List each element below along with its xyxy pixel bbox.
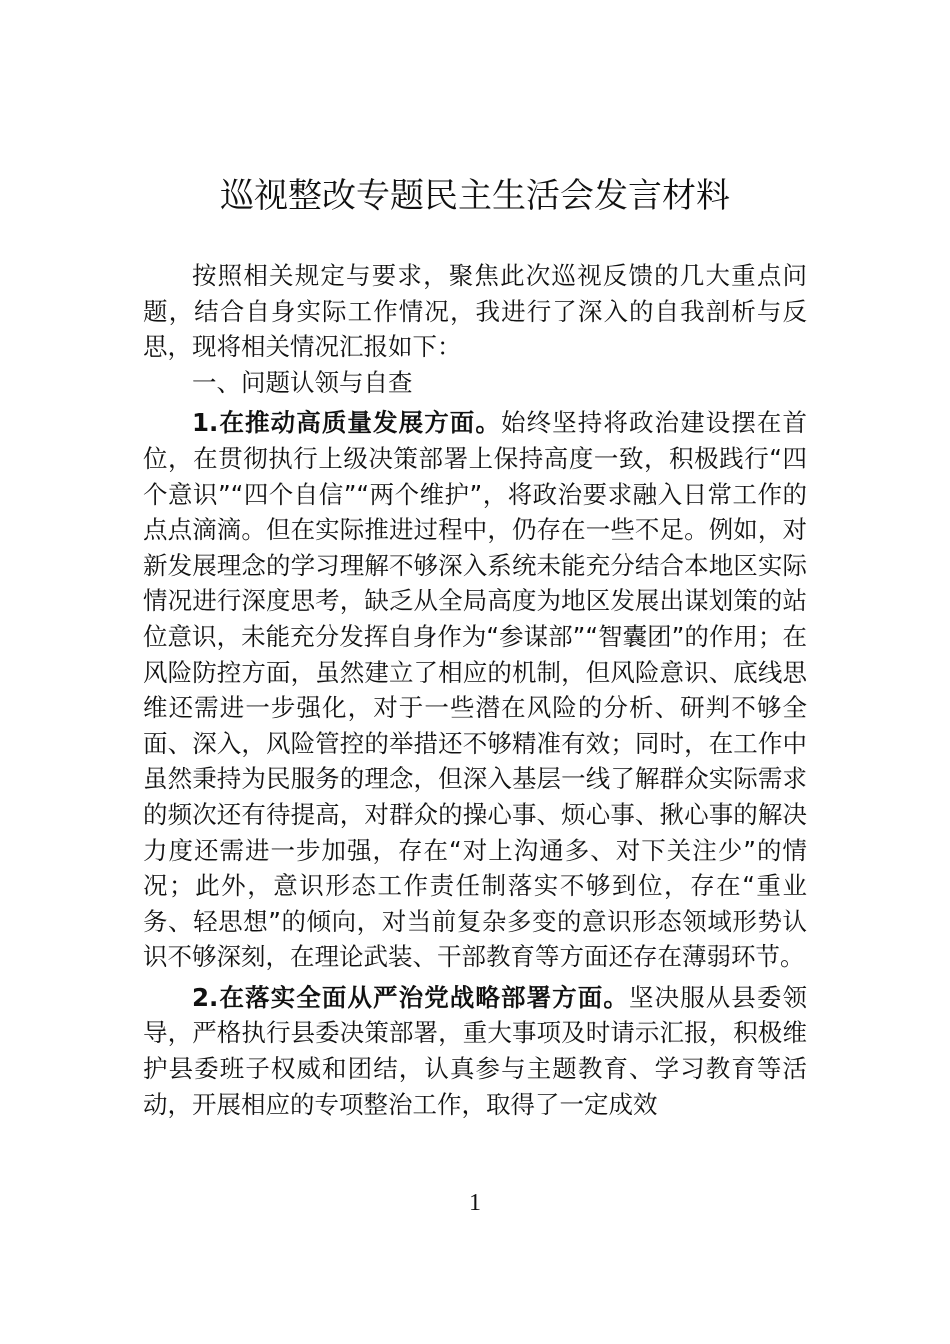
section-heading: 一、问题认领与自查: [192, 367, 413, 397]
issue-2-text: 坚决服从县委领导，严格执行县委决策部署，重大事项及时请示汇报，积极维护县委班子权威和团结，认真参与主题教育、学习教育等活动，开展相应的专项整治工作，取得了一定成效: [143, 982, 807, 1119]
issue-paragraph-1: [143, 405, 807, 975]
page-number: 1: [469, 1190, 481, 1216]
document-body: [143, 258, 807, 1122]
issue-1-lead: 1.在推动高质量发展方面。: [192, 408, 501, 438]
intro-paragraph: 按照相关规定与要求，聚焦此次巡视反馈的几大重点问题，结合自身实际工作情况，我进行了深入的自我剖析与反思，现将相关情况汇报如下：: [143, 261, 807, 362]
page-title: 巡视整改专题民主生活会发言材料: [220, 176, 730, 216]
issue-paragraph-2: [143, 980, 807, 1122]
issue-1-text: 始终坚持将政治建设摆在首位，在贯彻执行上级决策部署上保持高度一致，积极践行“四个意识”“四个自信”“两个维护”，将政治要求融入日常工作的点点滴滴。但在实际推进过程中，仍存在一些不足。例如，对新发展理念的学习理解不够深入系统未能充分结合本地区实际情况进行深度思考，缺乏从全局高度为地区发展出谋划策的站位意识，未能充分发挥自身作为“参谋部”“智囊团”的作用；在风险防控方面，虽然建立了相应的机制，但风险意识、底线思维还需进一步强化，对于一些潜在风险的分析、研判不够全面、深入，风险管控的举措还不够精准有效；同时，在工作中虽然秉持为民服务的理念，但深入基层一线了解群众实际需求的频次还有待提高，对群众的操心事、烦心事、揪心事的解决力度还需进一步加强，存在“对上沟通多、对下关注少”的情况；此外，意识形态工作责任制落实不够到位，存在“重业务、轻思想”的倾向，对当前复杂多变的意识形态领域形势认识不够深刻，在理论武装、干部教育等方面还存在薄弱环节。: [143, 408, 808, 972]
issue-2-lead: 2.在落实全面从严治党战略部署方面。: [192, 982, 629, 1012]
